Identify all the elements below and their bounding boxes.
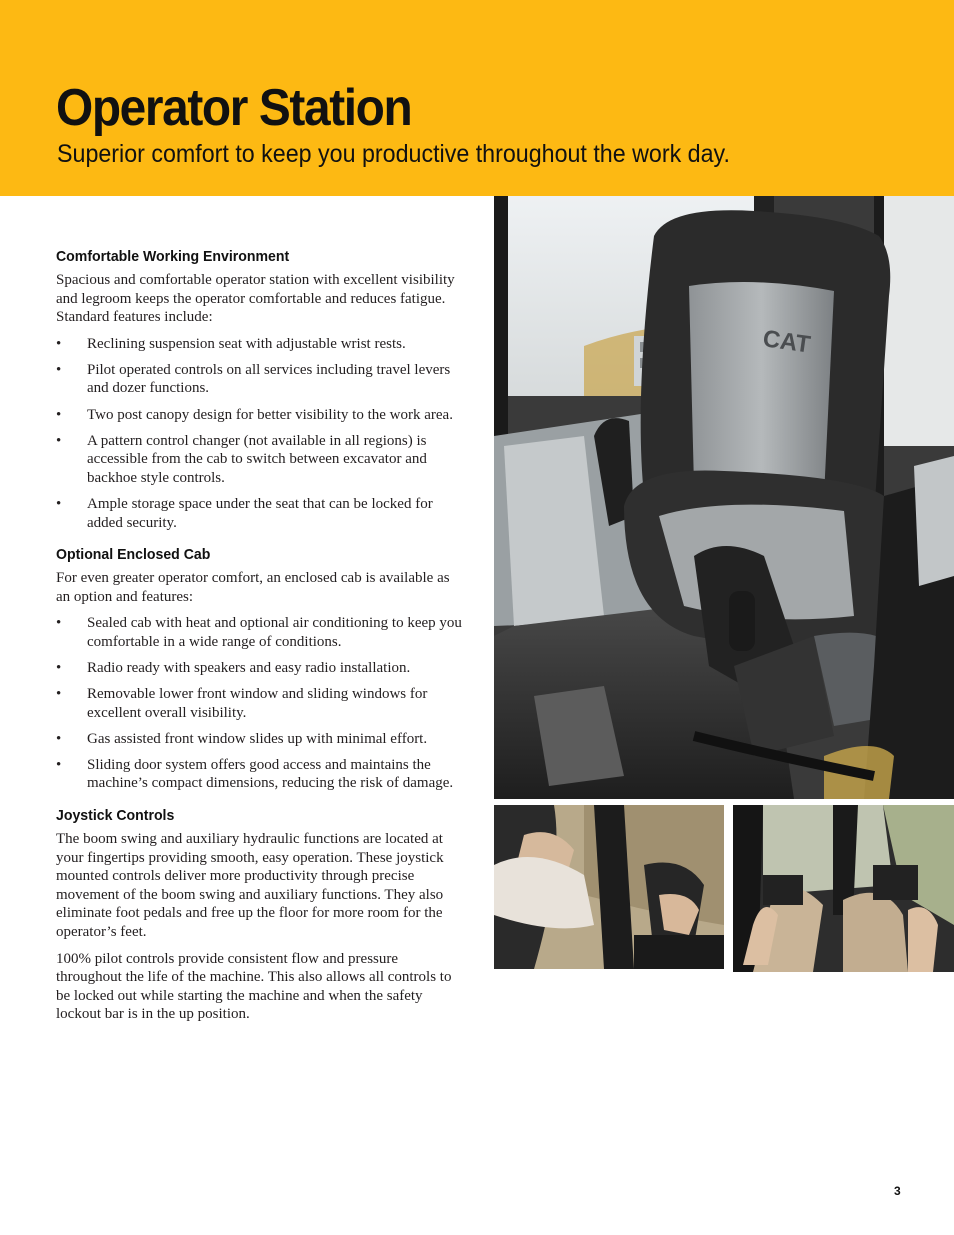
section-joystick-controls (56, 806, 466, 1024)
operator-overhead-illustration (733, 805, 954, 972)
list-item: • Pilot operated controls on all services including travel levers and dozer functions. (56, 361, 466, 398)
list-item: • Reclining suspension seat with adjustable wrist rests. (56, 335, 466, 354)
seat-logo: CAT (761, 325, 813, 359)
list-item: • A pattern control changer (not available in all regions) is accessible from the cab to switch between excavator and backhoe style controls. (56, 432, 466, 488)
section-heading: Comfortable Working Environment (56, 248, 290, 265)
list-item: • Gas assisted front window slides up with minimal effort. (56, 730, 466, 749)
photo-operator-overhead (733, 805, 954, 972)
section-comfortable-working-environment (56, 247, 466, 532)
section-paragraph: The boom swing and auxiliary hydraulic functions are located at your fingertips providing smooth, easy operation. These joystick mounted controls deliver more productivity through precise movement of the boom swing and auxiliary functions. They also eliminate foot pedals and free up the floor for more room for the operator’s feet. (56, 831, 444, 941)
section-heading: Optional Enclosed Cab (56, 546, 211, 564)
page-title: Operator Station (56, 79, 412, 137)
feature-list (56, 335, 466, 532)
list-item: • Radio ready with speakers and easy radio installation. (56, 659, 466, 678)
list-item: • Two post canopy design for better visibility to the work area. (56, 406, 466, 425)
section-paragraph: 100% pilot controls provide consistent flow and pressure throughout the life of the machine. This also allows all controls to be locked out while starting the machine and when the safety lockout bar is in the up position. (56, 950, 452, 1023)
page-number: 3 (894, 1184, 901, 1198)
list-item: • Ample storage space under the seat that can be locked for added security. (56, 495, 466, 532)
section-intro: Spacious and comfortable operator station with excellent visibility and legroom keeps the operator comfortable and reduces fatigue. Standard features include: (56, 272, 455, 326)
operator-seat-illustration (494, 196, 954, 799)
section-heading: Joystick Controls (56, 807, 175, 825)
list-item: • Sealed cab with heat and optional air conditioning to keep you comfortable in a wide range of conditions. (56, 614, 466, 651)
photo-operator-seat (494, 196, 954, 799)
section-intro: For even greater operator comfort, an enclosed cab is available as an option and features: (56, 570, 450, 605)
list-item: • Sliding door system offers good access and maintains the machine’s compact dimensions, reducing the risk of damage. (56, 756, 466, 793)
header-banner (0, 0, 954, 196)
list-item: • Removable lower front window and sliding windows for excellent overall visibility. (56, 685, 466, 722)
section-optional-enclosed-cab (56, 545, 466, 793)
feature-list (56, 614, 466, 793)
page-subtitle: Superior comfort to keep you productive throughout the work day. (57, 140, 730, 168)
photo-joystick-hand (494, 805, 724, 969)
joystick-hand-illustration (494, 805, 724, 969)
text-column (56, 247, 466, 1032)
